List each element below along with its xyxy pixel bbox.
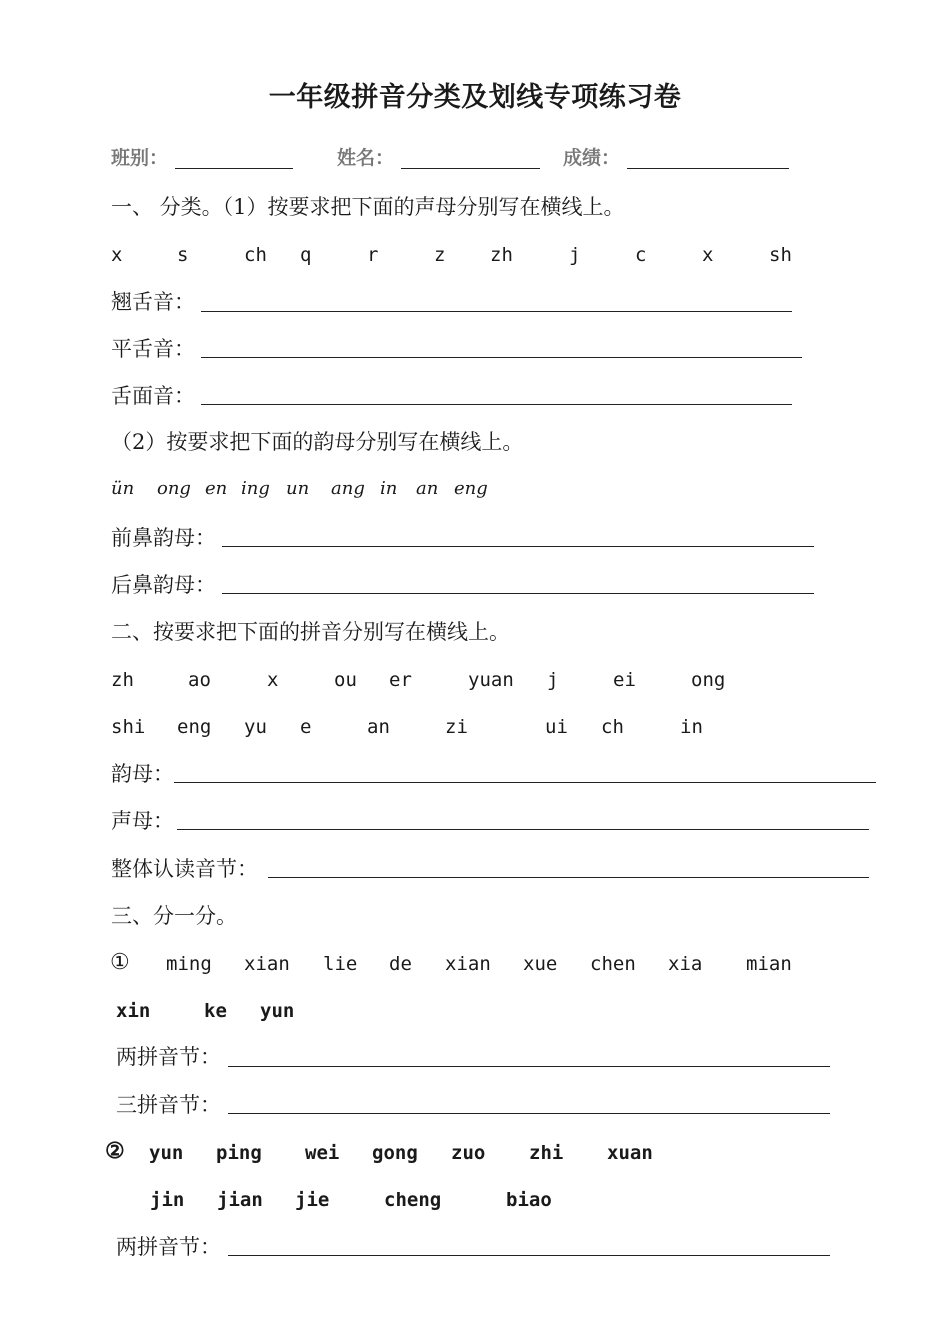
syllable-item: de [389,953,412,975]
pinyin-item: ao [188,669,211,691]
final-item: un [286,478,310,499]
final-item: eng [454,478,488,499]
pinyin-item: eng [177,716,212,738]
flat-tongue-answer-line[interactable] [201,357,802,358]
flat-tongue-label: 平舌音： [111,337,195,361]
syllable-item: xia [668,953,703,975]
syllable-item: ming [166,953,212,975]
retroflex-label: 翘舌音： [111,290,195,314]
consonant-item: z [434,244,446,266]
final-item: ün [111,478,135,499]
q1-two-part-label: 两拼音节： [116,1045,221,1069]
score-label: 成绩： [563,147,621,169]
finals-label: 韵母： [111,762,174,786]
pinyin-item: ch [601,716,624,738]
back-nasal-label: 后鼻韵母： [111,573,216,597]
back-nasal-answer-line[interactable] [222,593,814,594]
palatal-answer-line[interactable] [201,404,792,405]
syllable-item: cheng [384,1189,442,1211]
syllable-item: zhi [529,1142,564,1164]
pinyin-item: ong [691,669,726,691]
initials-label: 声母： [111,809,174,833]
q2-two-part-answer-line[interactable] [228,1255,830,1256]
syllable-item: xuan [607,1142,653,1164]
syllable-item: yun [260,1000,295,1022]
syllable-item: yun [149,1142,184,1164]
syllable-item: xin [116,1000,151,1022]
whole-syllable-answer-line[interactable] [268,877,869,878]
section-1-heading: 一、 分类。（1）按要求把下面的声母分别写在横线上。 [111,195,625,219]
final-item: en [205,478,228,499]
q1-three-part-label: 三拼音节： [116,1093,221,1117]
syllable-item: chen [590,953,636,975]
pinyin-item: ei [613,669,636,691]
section-1-sub2: （2）按要求把下面的韵母分别写在横线上。 [111,430,524,454]
q1-two-part-answer-line[interactable] [228,1066,830,1067]
syllable-item: gong [372,1142,418,1164]
consonant-item: q [300,244,312,266]
pinyin-item: zh [111,669,134,691]
front-nasal-label: 前鼻韵母： [111,526,216,550]
syllable-item: jie [295,1189,330,1211]
pinyin-item: in [680,716,703,738]
whole-syllable-label: 整体认读音节： [111,857,258,881]
consonant-item: s [177,244,189,266]
pinyin-item: yu [244,716,267,738]
syllable-item: xian [244,953,290,975]
pinyin-item: ou [334,669,357,691]
pinyin-item: er [389,669,412,691]
pinyin-item: shi [111,716,146,738]
syllable-item: ke [204,1000,227,1022]
pinyin-item: j [547,669,559,691]
q2-two-part-label: 两拼音节： [116,1235,221,1259]
final-item: ing [241,478,270,499]
page-title: 一年级拼音分类及划线专项练习卷 [268,82,682,113]
syllable-item: xian [445,953,491,975]
pinyin-item: an [367,716,390,738]
retroflex-answer-line[interactable] [201,311,792,312]
score-field[interactable] [627,168,789,169]
q1-three-part-answer-line[interactable] [228,1113,830,1114]
name-field[interactable] [401,168,540,169]
question-2-number: ② [105,1138,125,1164]
class-label: 班别： [111,147,169,169]
syllable-item: lie [323,953,358,975]
class-field[interactable] [175,168,293,169]
syllable-item: jian [217,1189,263,1211]
consonant-item: x [702,244,714,266]
pinyin-item: zi [445,716,468,738]
consonant-item: r [367,244,379,266]
pinyin-item: e [300,716,312,738]
syllable-item: wei [305,1142,340,1164]
section-2-heading: 二、按要求把下面的拼音分别写在横线上。 [111,620,510,644]
pinyin-item: ui [545,716,568,738]
name-label: 姓名： [337,147,395,169]
section-3-heading: 三、分一分。 [111,904,237,928]
consonant-item: x [111,244,123,266]
consonant-item: ch [244,244,267,266]
final-item: ong [157,478,191,499]
initials-answer-line[interactable] [177,829,869,830]
syllable-item: zuo [451,1142,486,1164]
final-item: an [416,478,439,499]
pinyin-item: x [267,669,279,691]
consonant-item: zh [490,244,513,266]
syllable-item: jin [150,1189,185,1211]
question-1-number: ① [110,950,130,975]
palatal-label: 舌面音： [111,384,195,408]
consonant-item: j [569,244,581,266]
consonant-item: sh [769,244,792,266]
finals-answer-line[interactable] [174,782,876,783]
final-item: in [380,478,398,499]
front-nasal-answer-line[interactable] [222,546,814,547]
syllable-item: mian [746,953,792,975]
syllable-item: ping [216,1142,262,1164]
pinyin-item: yuan [468,669,514,691]
syllable-item: xue [523,953,558,975]
consonant-item: c [635,244,647,266]
syllable-item: biao [506,1189,552,1211]
final-item: ang [331,478,365,499]
